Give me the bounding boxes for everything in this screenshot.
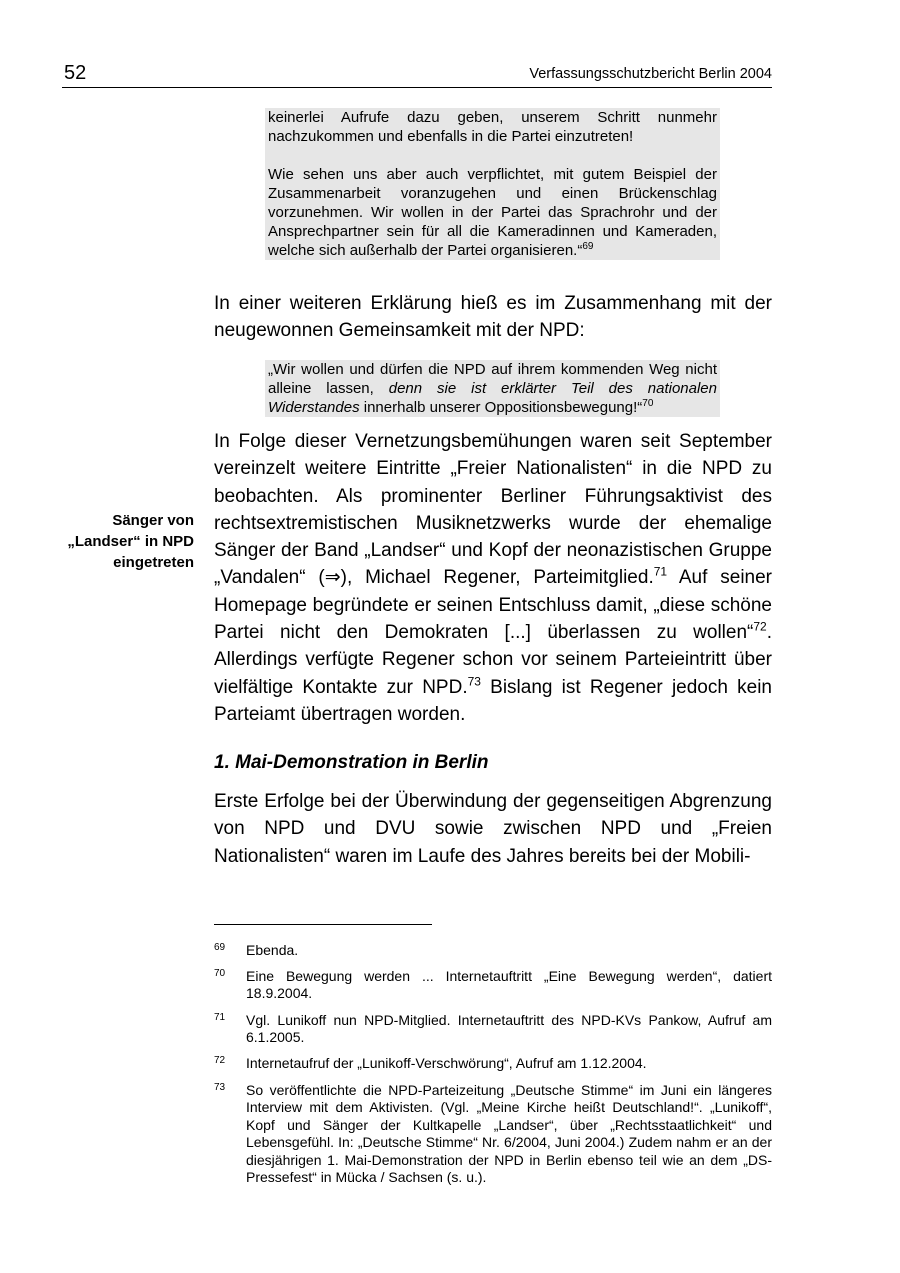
- footnote-text: Vgl. Lunikoff nun NPD-Mitglied. Internetauftritt des NPD-KVs Pankow, Aufruf am 6.1.2005.: [246, 1012, 772, 1046]
- footnote-number: 70: [214, 968, 226, 979]
- header-rule: [62, 87, 772, 88]
- block-quote-1: [265, 108, 720, 260]
- block-quote-2: [265, 360, 720, 417]
- quote-text: innerhalb unserer Oppositionsbewegung!“: [359, 399, 643, 416]
- quote-paragraph: [268, 360, 717, 417]
- footnote-text: Eine Bewegung werden ... Internetauftritt „Eine Bewegung werden“, datiert 18.9.2004.: [246, 968, 772, 1002]
- footnote-ref: 69: [582, 241, 594, 252]
- footnote: [214, 1082, 772, 1186]
- section-heading: 1. Mai-Demonstration in Berlin: [214, 752, 489, 773]
- margin-note-line: eingetreten: [113, 554, 194, 571]
- footnote-ref: 70: [642, 398, 654, 409]
- main-paragraph: [214, 428, 772, 728]
- footnote-number: 69: [214, 942, 226, 953]
- quote-italic-text: denn sie ist erklärter Teil des nationalen Widerstandes: [268, 380, 717, 416]
- last-paragraph: Erste Erfolge bei der Überwindung der gegenseitigen Abgrenzung von NPD und DVU sowie zwischen NPD und „Freien Nationalisten“ waren im Laufe des Jahres bereits bei der Mobili-: [214, 791, 772, 867]
- footnote: [214, 942, 772, 959]
- footnote-text: Internetaufruf der „Lunikoff-Verschwörung“, Aufruf am 1.12.2004.: [246, 1055, 647, 1071]
- running-title: Verfassungsschutzbericht Berlin 2004: [529, 66, 772, 82]
- paragraph-text: Bislang ist Regener jedoch kein Parteiamt übertragen worden.: [214, 676, 772, 725]
- page-number: 52: [64, 62, 87, 84]
- footnote-rule: [214, 924, 432, 925]
- quote-text: „Wir wollen und dürfen die NPD auf ihrem kommenden Weg nicht alleine lassen,: [268, 361, 717, 397]
- paragraph-text: In Folge dieser Vernetzungsbemühungen waren seit September vereinzelt weitere Eintritte „Freier Nationalisten“ in die NPD zu beobachten. Als prominenter Berliner Führungsaktivist des rechtsextremistischen Musiknetzwerks wurde der ehemalige Sänger der Band „Landser“ und Kopf der neonazistischen Gruppe „Vandalen“ (⇒), Michael Regener, Parteimitglied.: [214, 431, 772, 589]
- footnote: [214, 968, 772, 1003]
- paragraph-text: . Allerdings verfügte Regener schon vor seinem Parteieintritt über vielfältige Kontakte zur NPD.: [214, 622, 772, 698]
- footnote-number: 73: [214, 1082, 226, 1093]
- quote-text: Wie sehen uns aber auch verpflichtet, mit gutem Beispiel der Zusammenarbeit voranzugehen und einen Brückenschlag vorzunehmen. Wir wollen in der Partei das Sprachrohr und der Ansprechpartner sein für all die Kameradinnen und Kameraden, welche sich außerhalb der Partei organisieren.“: [268, 166, 717, 259]
- margin-note: [40, 510, 194, 573]
- footnote-ref: 72: [753, 619, 767, 634]
- footnote-text: Ebenda.: [246, 942, 299, 958]
- paragraph-text: Auf seiner Homepage begründete er seinen Entschluss damit, „diese schöne Partei nicht den Demokraten [...] überlassen zu wollen“: [214, 567, 772, 644]
- footnote-ref: 73: [467, 674, 481, 689]
- intro-paragraph: In einer weiteren Erklärung hieß es im Zusammenhang mit der neugewonnen Gemeinsamkeit mit der NPD:: [214, 293, 772, 342]
- quote-paragraph: keinerlei Aufrufe dazu geben, unserem Schritt nunmehr nachzukommen und ebenfalls in die Partei einzutreten!: [268, 109, 717, 145]
- footnote-ref: 71: [653, 565, 668, 580]
- footnote-number: 71: [214, 1012, 226, 1023]
- quote-paragraph: [268, 165, 717, 260]
- footnote-number: 72: [214, 1055, 226, 1066]
- margin-note-line: „Landser“ in NPD: [67, 533, 194, 550]
- margin-note-line: Sänger von: [112, 512, 194, 529]
- footnote: [214, 1055, 772, 1072]
- footnote: [214, 1012, 772, 1047]
- footnote-text: So veröffentlichte die NPD-Parteizeitung „Deutsche Stimme“ im Juni ein längeres Interview mit dem Aktivisten. (Vgl. „Meine Kirche heißt Deutschland!“. „Lunikoff“, Kopf und Sänger der Kultkapelle „Landser“, über „Rechtsstaatlichkeit“ und Lebensgefühl. In: „Deutsche Stimme“ Nr. 6/2004, Juni 2004.) Zudem nahm er an der diesjährigen 1. Mai-Demonstration der NPD in Berlin ebenso teil wie an dem „DS-Pressefest“ in Mücka / Sachsen (s. u.).: [246, 1082, 772, 1186]
